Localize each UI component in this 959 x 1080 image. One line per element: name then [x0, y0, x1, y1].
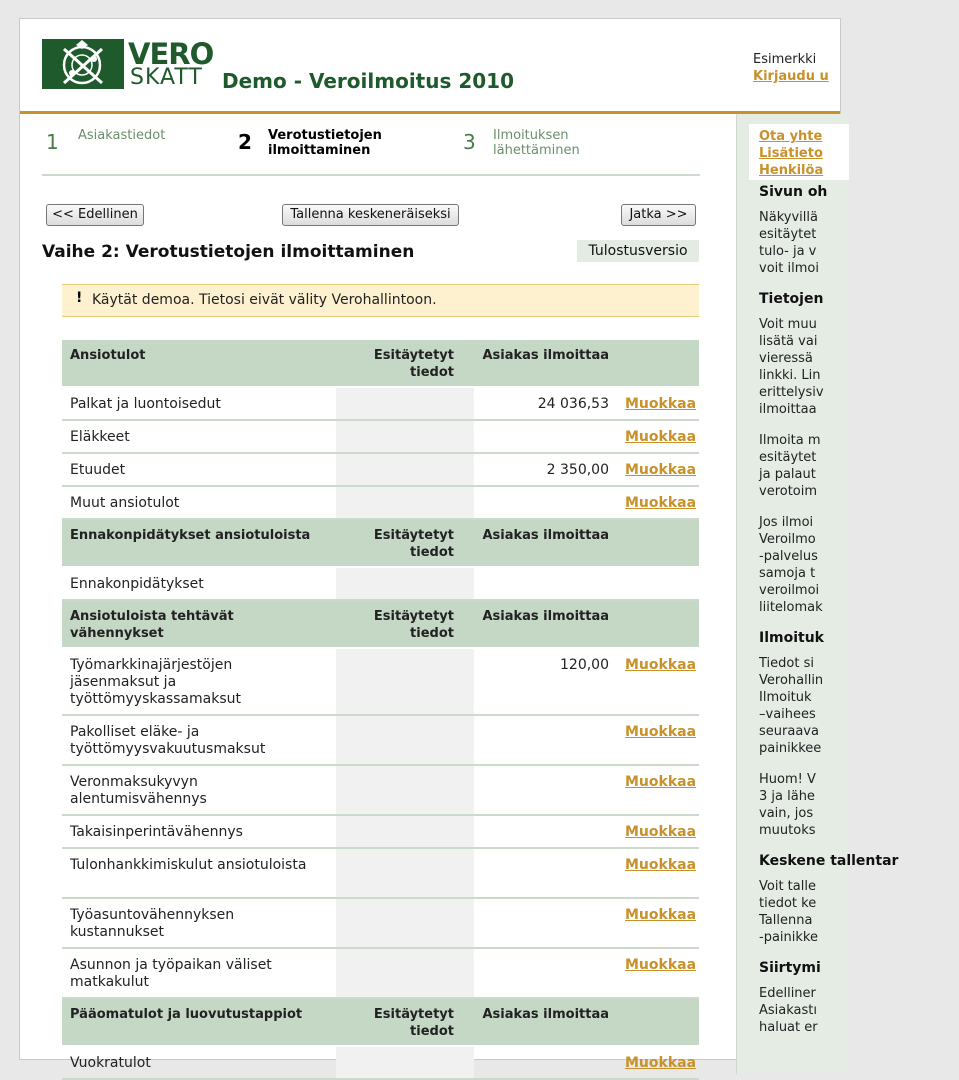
section-header	[62, 601, 699, 649]
prefilled-cell	[336, 454, 474, 485]
save-draft-button[interactable]: Tallenna keskeneräiseksi	[282, 204, 459, 226]
section-title: Ennakonpidätykset ansiotuloista	[70, 528, 311, 543]
step-3-label-line2: lähettäminen	[493, 143, 580, 158]
help-line: esitäytet	[759, 227, 817, 242]
help-paragraph	[759, 432, 959, 500]
column-header-prefilled	[352, 608, 454, 642]
section-title: Ansiotulot	[70, 348, 146, 363]
table-row	[62, 1047, 699, 1080]
help-block	[759, 771, 959, 849]
help-line: -palvelus	[759, 549, 818, 564]
column-header-customer: Asiakas ilmoittaa	[482, 609, 609, 624]
help-line: esitäytet	[759, 450, 817, 465]
edit-link[interactable]: Muokkaa	[625, 462, 697, 478]
table-row	[62, 568, 699, 601]
help-line: veroilmoi	[759, 583, 820, 598]
exclamation-icon: !	[76, 290, 83, 306]
help-block	[759, 291, 959, 428]
next-button[interactable]: Jatka >>	[621, 204, 696, 226]
personal-link[interactable]: Henkilöa	[759, 163, 824, 178]
help-heading: Keskene tallentar	[759, 853, 899, 869]
row-label: Ennakonpidätykset	[70, 576, 204, 592]
help-line: ilmoittaa	[759, 402, 817, 417]
column-header-prefilled-line1: Esitäytetyt	[373, 348, 454, 363]
prefilled-cell	[336, 949, 474, 997]
section-header	[62, 520, 699, 568]
prefilled-cell	[336, 649, 474, 714]
step-3-label	[493, 128, 580, 158]
table-row	[62, 949, 699, 999]
row-label: Työmarkkinajärjestöjen jäsenmaksut ja työttömyyskassamaksut	[70, 657, 241, 707]
help-line: Tiedot si	[759, 656, 814, 671]
help-line: erittelysiv	[759, 385, 824, 400]
row-label: Muut ansiotulot	[70, 495, 180, 511]
column-header-prefilled-line1: Esitäytetyt	[373, 528, 454, 543]
row-label: Asunnon ja työpaikan väliset matkakulut	[70, 957, 272, 990]
help-line: muutoks	[759, 823, 816, 838]
edit-link[interactable]: Muokkaa	[625, 907, 697, 923]
vero-logo[interactable]	[42, 37, 214, 90]
edit-link[interactable]: Muokkaa	[625, 429, 697, 445]
row-label: Työasuntovähennyksen kustannukset	[70, 907, 235, 940]
help-heading: Ilmoituk	[759, 630, 824, 646]
help-line: Tallenna	[759, 913, 813, 928]
edit-link[interactable]: Muokkaa	[625, 396, 697, 412]
table-row	[62, 454, 699, 487]
section-title: Ansiotuloista tehtävät vähennykset	[70, 609, 234, 641]
help-line: vieressä	[759, 351, 813, 366]
help-line: verotoim	[759, 484, 818, 499]
row-label: Tulonhankkimiskulut ansiotuloista	[70, 857, 307, 873]
site-header	[20, 19, 840, 114]
column-header-prefilled	[352, 527, 454, 561]
notice-text: Käytät demoa. Tietosi eivät välity Verohallintoon.	[92, 292, 437, 308]
table-row	[62, 899, 699, 949]
help-paragraph	[759, 209, 959, 277]
help-line: samoja t	[759, 566, 816, 581]
contact-link[interactable]: Ota yhte	[759, 129, 823, 144]
column-header-prefilled-line1: Esitäytetyt	[373, 609, 454, 624]
logo-text-skatt: SKATT	[130, 65, 203, 90]
help-line: seuraava	[759, 724, 819, 739]
help-line: Näkyvillä	[759, 210, 818, 225]
table-row	[62, 649, 699, 716]
column-header-prefilled-line2: tiedot	[410, 626, 454, 641]
column-header-prefilled	[352, 1006, 454, 1040]
help-line: lisätä vai	[759, 334, 818, 349]
help-line: Verohallin	[759, 673, 824, 688]
sidebar-links	[759, 128, 823, 179]
help-line: Ilmoita m	[759, 433, 821, 448]
help-line: -painikke	[759, 930, 818, 945]
prefilled-cell	[336, 487, 474, 518]
column-header-prefilled	[352, 347, 454, 381]
row-label: Veronmaksukyvyn alentumisvähennys	[70, 774, 207, 807]
edit-link[interactable]: Muokkaa	[625, 657, 697, 673]
help-line: voit ilmoi	[759, 261, 819, 276]
help-line: haluat er	[759, 1020, 818, 1035]
row-label: Etuudet	[70, 462, 126, 478]
prefilled-cell	[336, 849, 474, 897]
help-paragraph	[759, 655, 959, 757]
help-paragraph	[759, 878, 959, 946]
row-label: Takaisinperintävähennys	[70, 824, 243, 840]
prefilled-cell	[336, 388, 474, 419]
previous-button[interactable]: << Edellinen	[46, 204, 144, 226]
print-version-button[interactable]: Tulostusversio	[577, 240, 699, 262]
help-line: Edelliner	[759, 986, 816, 1001]
section-title: Pääomatulot ja luovutustappiot	[70, 1007, 303, 1022]
column-header-customer: Asiakas ilmoittaa	[482, 1007, 609, 1022]
edit-link[interactable]: Muokkaa	[625, 1055, 697, 1071]
help-line: 3 ja lähe	[759, 789, 815, 804]
help-line: vain, jos	[759, 806, 814, 821]
coat-of-arms-icon	[42, 39, 124, 89]
step-2-label	[268, 128, 382, 158]
help-heading: Sivun oh	[759, 184, 828, 200]
edit-link[interactable]: Muokkaa	[625, 857, 697, 873]
prefilled-cell	[336, 421, 474, 452]
help-heading: Tietojen	[759, 291, 824, 307]
tax-table	[62, 340, 699, 1080]
help-line: Huom! V	[759, 772, 816, 787]
help-line: Ilmoituk	[759, 690, 812, 705]
edit-link[interactable]: Muokkaa	[625, 824, 697, 840]
row-label: Eläkkeet	[70, 429, 130, 445]
help-line: Jos ilmoi	[759, 515, 814, 530]
step-2-number: 2	[238, 130, 252, 154]
help-line: Voit talle	[759, 879, 816, 894]
row-label: Vuokratulot	[70, 1055, 151, 1071]
help-line: Voit muu	[759, 317, 817, 332]
help-block	[759, 960, 959, 1046]
prefilled-cell	[336, 568, 474, 599]
logo-text-vero: VERO	[128, 37, 214, 71]
help-paragraph	[759, 771, 959, 839]
help-heading: Siirtymi	[759, 960, 821, 976]
step-1-number: 1	[46, 130, 59, 154]
step-2-label-line1: Verotustietojen	[268, 128, 382, 143]
row-label: Pakolliset eläke- ja työttömyysvakuutusmaksut	[70, 724, 266, 757]
row-value: 24 036,53	[537, 396, 609, 412]
edit-link[interactable]: Muokkaa	[625, 774, 697, 790]
help-block	[759, 432, 959, 510]
column-header-prefilled-line2: tiedot	[410, 365, 454, 380]
section-header	[62, 999, 699, 1047]
help-paragraph	[759, 316, 959, 418]
help-line: –vaihees	[759, 707, 816, 722]
prefilled-cell	[336, 899, 474, 947]
prefilled-cell	[336, 766, 474, 814]
help-line: liitelomak	[759, 600, 823, 615]
help-block	[759, 514, 959, 626]
help-line: painikkee	[759, 741, 822, 756]
help-block	[759, 630, 959, 767]
login-link[interactable]: Kirjaudu u	[753, 69, 829, 84]
step-1-label	[78, 128, 165, 143]
step-3-label-line1: Ilmoituksen	[493, 128, 569, 143]
help-line: Veroilmo	[759, 532, 816, 547]
row-value: 120,00	[560, 657, 609, 673]
help-line: tiedot ke	[759, 896, 817, 911]
help-line: ja palaut	[759, 467, 816, 482]
section-header	[62, 340, 699, 388]
page-frame	[19, 18, 899, 1071]
row-label: Palkat ja luontoisedut	[70, 396, 221, 412]
table-row	[62, 816, 699, 849]
demo-notice	[62, 284, 699, 317]
help-line: Asiakastı	[759, 1003, 817, 1018]
table-row	[62, 766, 699, 816]
column-header-prefilled-line2: tiedot	[410, 1024, 454, 1039]
edit-link[interactable]: Muokkaa	[625, 495, 697, 511]
help-block	[759, 853, 959, 956]
column-header-prefilled-line1: Esitäytetyt	[373, 1007, 454, 1022]
prefilled-cell	[336, 1047, 474, 1078]
table-row	[62, 388, 699, 421]
help-block	[759, 184, 959, 287]
table-row	[62, 487, 699, 520]
user-name: Esimerkki	[753, 52, 817, 67]
table-row	[62, 849, 699, 899]
help-paragraph	[759, 985, 959, 1036]
step-2-label-line2: ilmoittaminen	[268, 143, 371, 158]
table-row	[62, 716, 699, 766]
app-title: Demo - Veroilmoitus 2010	[222, 69, 515, 93]
column-header-customer: Asiakas ilmoittaa	[482, 528, 609, 543]
step-1-label-line1: Asiakastiedot	[78, 128, 166, 143]
help-paragraph	[759, 514, 959, 616]
progress-steps	[42, 126, 700, 176]
phase-title: Vaihe 2: Verotustietojen ilmoittaminen	[42, 242, 415, 262]
column-header-prefilled-line2: tiedot	[410, 545, 454, 560]
edit-link[interactable]: Muokkaa	[625, 724, 697, 740]
column-header-customer: Asiakas ilmoittaa	[482, 348, 609, 363]
prefilled-cell	[336, 716, 474, 764]
prefilled-cell	[336, 816, 474, 847]
edit-link[interactable]: Muokkaa	[625, 957, 697, 973]
table-row	[62, 421, 699, 454]
help-line: linkki. Lin	[759, 368, 821, 383]
help-sidebar	[736, 114, 899, 1074]
row-value: 2 350,00	[546, 462, 609, 478]
help-line: tulo- ja v	[759, 244, 817, 259]
step-3-number: 3	[463, 130, 476, 154]
more-info-link[interactable]: Lisätieto	[759, 146, 823, 161]
